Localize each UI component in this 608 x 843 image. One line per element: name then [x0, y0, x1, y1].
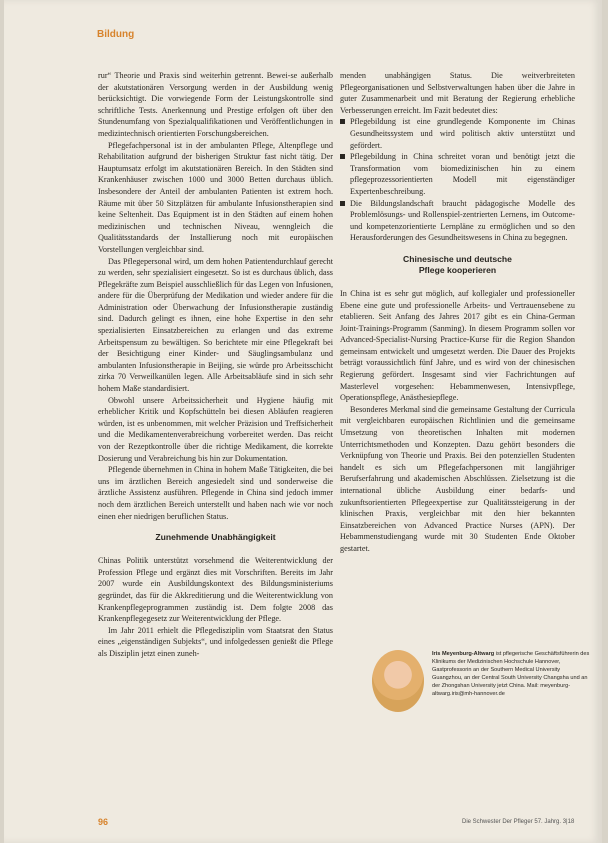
list-item: Pflegebildung ist eine grundlegende Komponente im Chinas Gesundheitssystem und wird politisch aktiv unterstützt und gefördert. — [340, 116, 575, 151]
paragraph: Pflegefachpersonal ist in der ambulanten Pflege, Altenpflege und Rehabilitation aufgrund der bisherigen Struktur fast nicht tätig. Der Hauptumsatz erfolgt im akutstationären Bereich. In den Städten sind Krankenhäuser zwischen 1000 und 3000 Betten durchaus üblich. Insbesondere der Anteil der ambulanten Patienten ist extrem hoch. Räume mit über 50 Sitzplätzen für ambulante Infusionstherapien sind keine Seltenheit. Das Equipment ist in den Städten auf einem hohen medizinischen und technischen Niveau, wenngleich die Qualitätsstandards der Installierung noch mit europäischen Vorstellungen vergleichbar sind. — [98, 140, 333, 254]
subheading — [340, 254, 575, 276]
paragraph: rur“ Theorie und Praxis sind weiterhin getrennt. Bewei-se außerhalb der akutstationären Versorgung werden in der Ausbildung wenig berücksichtigt. Die vorwiegende Form der Leistungskontrolle sind schriftliche Tests. Anerkennung und Prestige erfolgen oft über den Stundenumfang von Spezialqualifikationen und Veröffentlichungen in medizintechnisch orientierten Forschungsbereichen. — [98, 71, 333, 138]
bullet-list — [340, 116, 575, 244]
paragraph: In China ist es sehr gut möglich, auf kollegialer und professioneller Ebene eine gute und professionelle Arbeits- und Vertrauensebene zu etablieren. Seit Anfang des Jahres 2017 gibt es ein China-German Joint-Trainings-Programm (Sanming). In diesem Programm sollen vor Advanced-Specialist-Nursing Practice-Kurse für die Region Shandon gemeinsam entwickelt und umgesetzt werden. Die Dauer des Projekts beträgt voraussichtlich fünf Jahre, und es wird von der chinesischen Regierung gefördert. Insgesamt sind vier Fachrichtungen auf Masterlevel vorgesehen: Hebammenwesen, Intensivpflege, Operationspflege, Anästhesiepflege. — [340, 288, 575, 403]
paragraph: Im Jahr 2011 erhielt die Pflegedisziplin vom Staatsrat den Status eines „eigenständigen Subjekts“, und infolgedessen genießt die Pflege als Disziplin jetzt einen zuneh- — [98, 625, 333, 658]
paragraph: Pflegende übernehmen in China in hohem Maße Tätigkeiten, die bei uns im ärztlichen Bereich angesiedelt sind und sonderweise die ärztliche Assistenz ausführen. Pflegende in China sind jedoch immer noch dem ärztlichen Bereich unterstellt und haben nach wie vor noch einen eher niedrigen beruflichen Status. — [98, 465, 333, 521]
author-name: Iris Meyenburg-Altwarg — [432, 651, 495, 657]
subheading: Zunehmende Unabhängigkeit — [155, 532, 276, 543]
list-item: Die Bildungslandschaft braucht pädagogische Modelle des Problemlösungs- und Rollenspiel-zentrierten Lernens, im Outcome- und kompetenzorientierte Lernpläne zu ermöglichen und so den Herausforderungen des Gesundheitswesens in China zu begegnen. — [340, 198, 575, 244]
list-item: Pflegebildung in China schreitet voran und benötigt jetzt die Transformation vom biomedizinischen hin zu einem pflegeprozessorientierten Modell mit eigenständiger Expertenbeschreibung. — [340, 151, 575, 197]
section-label: Bildung — [97, 29, 135, 40]
right-column — [340, 70, 575, 555]
author-bio — [432, 650, 592, 698]
journal-footer: Die Schwester Der Pfleger 57. Jahrg. 3|18 — [462, 819, 575, 825]
author-description: ist pflegerische Geschäftsführerin des Klinikums der Medizinischen Hochschule Hannover, Gastprofessorin an der Southern Medical University Guangzhou, an der Central South University Changsha und an der Zhongshan University jetzt China. — [432, 651, 590, 689]
paragraph: menden unabhängigen Status. Die weitverbreiteten Pflegeorganisationen und Selbstverwaltungen haben über die Jahre in guter Zusammenarbeit und mit Beratung der Regierung erhebliche Verbesserungen erreicht. Im Fazit bedeutet dies: — [340, 71, 575, 115]
author-email: Mail: meyenburg-altwarg.iris@mh-hannover.de — [432, 683, 571, 697]
subheading-line: Chinesische und deutsche — [403, 253, 512, 264]
paragraph: Das Pflegepersonal wird, um dem hohen Patientendurchlauf gerecht zu werden, sehr spezialisiert eingesetzt. So ist es durchaus üblich, dass Pflegekräfte zum Beispiel ausschließlich für das Legen von Infusionen, andere für die Überprüfung der Medikation und wieder andere für die Administration oder Überwachung der Infusionstherapie zuständig sind. Dadurch gelingt es ihnen, eine hohe Expertise in den sehr spezialisierten Einsatzbereichen zu erlangen und das extreme Arbeitspensum zu bewältigen. So berichtete mir eine Pflegekraft bei der Besichtigung einer Kinder- und Säuglingsambulanz und ambulanten Infusionstherapie in Beijing, sie würde pro Arbeitsschicht zirka 70 Verweilkanülen legen. Alle Arbeitsabläufe sind in sich sehr hohem Maße standardisiert. — [98, 256, 333, 394]
left-column — [98, 70, 333, 660]
author-box — [372, 650, 592, 716]
magazine-page — [4, 0, 602, 843]
subheading-line: Pflege kooperieren — [418, 264, 497, 275]
page-number: 96 — [98, 817, 109, 827]
paragraph: Besonderes Merkmal sind die gemeinsame Gestaltung der Curricula mit vergleichbaren europäischen Richtlinien und die gemeinsame Umsetzung von theoretischen Inhalten mit modernen Unterrichtsmethoden und Konzepten. Dazu gehört besonders die Verknüpfung von Theorie und Praxis. Bei den potenziellen Studenten handelt es sich um Pflegefachpersonen mit langjähriger Berufserfahrung und akademischen Abschlüssen. Zielsetzung ist die international übliche Ausbildung einer bedarfs- und zukunftsorientierten Pflegeexpertise zur Qualitätssteigerung in der klinischen Praxis, vergleichbar mit den hier bekannten Einsatzbereichen von Advanced Practice Nurses (APN). Der Hebammenstudiengang wurde mit 30 Studenten Ende Oktober gestartet. — [340, 404, 575, 553]
paragraph: Obwohl unsere Arbeitssicherheit und Hygiene häufig mit erheblicher Kritik und Kopfschütteln bei diesen Abläufen reagieren würden, ist es unbenommen, mit welcher Präzision und Treffsicherheit und die Medikamentenverabreichung vorbereitet werden. Das reicht von der Rezeptkontrolle über die richtige Medikament, die korrekte Dosierung und Verabreichung bis hin zur Dokumentation. — [98, 395, 333, 463]
paragraph: Chinas Politik unterstützt vorsehmend die Weiterentwicklung der Profession Pflege und ergänzt dies mit Vorschriften. Bereits im Jahr 2007 wurde ein Ausbildungskontext des Bildungsministeriums gegründet, das für die Akkreditierung und die Weiterentwicklung von Krankenpflegeprogrammen zuständig ist. Dem folgte 2008 das Krankenpflegegesetz zur Weiterentwicklung der Pflege. — [98, 556, 333, 624]
author-photo — [372, 650, 424, 712]
